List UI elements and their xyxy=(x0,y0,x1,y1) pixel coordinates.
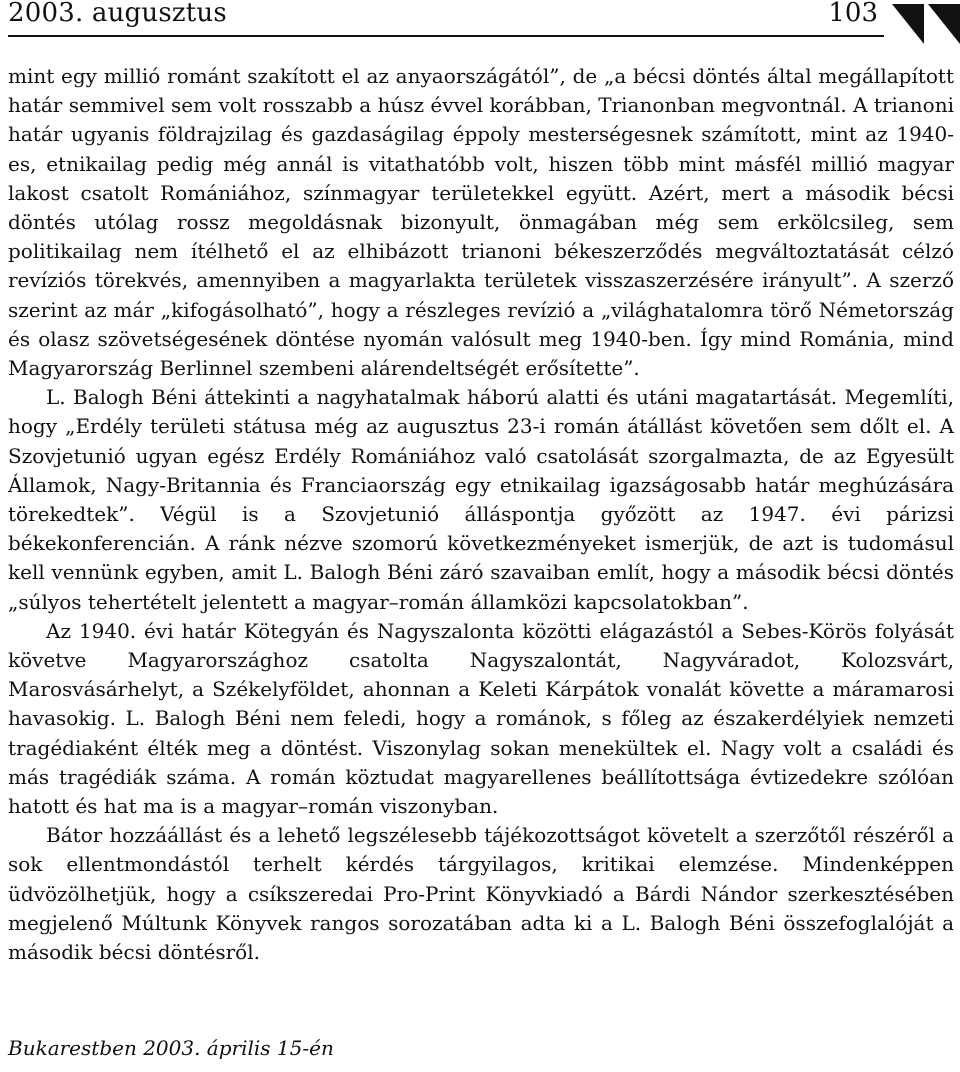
paragraph-4: Bátor hozzáállást és a lehető legszélesebb tájékozottságot követelt a szerzőtől részéről a sok ellentmondástól terhelt kérdés tárgyilagos, kritikai elemzése. Mindenképpen üdvözölhetjük, hogy a csíkszeredai Pro-Print Könyvkiadó a Bárdi Nándor szerkesztésében megjelenő Múltunk Könyvek rangos sorozatában adta ki a L. Balogh Béni összefoglalóját a második bécsi döntésről. xyxy=(8,823,954,965)
header-rule xyxy=(8,35,884,37)
running-head-date: 2003. augusztus xyxy=(8,0,227,28)
paragraph-2: L. Balogh Béni áttekinti a nagyhatalmak háború alatti és utáni magatartását. Megemlíti, hogy „Erdély területi státusa még az augusztus 23-i román átállást követően sem dőlt el. A Szovjetunió ugyan egész Erdély Romániához való csatolását szorgalmazta, de az Egyesült Államok, Nagy-Britannia és Franciaország egy etnikailag igazságosabb határ meghúzására törekedtek”. Végül is a Szovjetunió álláspontja győzött az 1947. évi párizsi békekonferencián. A ránk nézve szomorú következményeket ismerjük, de azt is tudomásul kell vennünk egyben, amit L. Balogh Béni záró szavaiban említ, hogy a második bécsi döntés „súlyos tehertételt jelentett a magyar–román államközi kapcsolatokban”. xyxy=(8,385,954,614)
place-date-signature: Bukarestben 2003. április 15-én xyxy=(8,1036,334,1060)
paragraph-3: Az 1940. évi határ Kötegyán és Nagyszalonta közötti elágazástól a Sebes-Körös folyását követve Magyarországhoz csatolta Nagyszalontát, Nagyváradot, Kolozsvárt, Marosvásárhelyt, a Székelyföldet, ahonnan a Keleti Kárpátok vonalát követte a máramarosi havasokig. L. Balogh Béni nem feledi, hogy a románok, s főleg az északerdélyiek nemzeti tragédiaként élték meg a döntést. Viszonylag sokan menekültek el. Nagy volt a családi és más tragédiák száma. A román köztudat magyarellenes beállítottsága évtizedekre szólóan hatott és hat ma is a magyar–román viszonyban. xyxy=(8,618,954,819)
article-body xyxy=(8,62,954,967)
corner-ornament-icon xyxy=(890,4,960,44)
page-number: 103 xyxy=(828,0,878,28)
paragraph-1: mint egy millió románt szakított el az anyaországától”, de „a bécsi döntés által megállapított határ semmivel sem volt rosszabb a húsz évvel korábban, Trianonban megvontnál. A trianoni határ ugyanis földrajzilag és gazdaságilag éppoly mesterségesnek számított, mint az 1940-es, etnikailag pedig még annál is vitathatóbb volt, hiszen több mint másfél millió magyar lakost csatolt Romániához, színmagyar területekkel együtt. Azért, mert a második bécsi döntés utólag rossz megoldásnak bizonyult, önmagában még sem erkölcsileg, sem politikailag nem ítélhető el az elhibázott trianoni békeszerződés megváltoztatását célzó revíziós törekvés, amennyiben a magyarlakta területek visszaszerzésére irányult”. A szerző szerint az már „kifogásolható”, hogy a részleges revízió a „világhatalomra törő Németország és olasz szövetségesének döntése nyomán valósult meg 1940-ben. Így mind Románia, mind Magyarország Berlinnel szembeni alárendeltségét erősítette”. xyxy=(8,64,954,381)
page-header xyxy=(8,0,956,40)
